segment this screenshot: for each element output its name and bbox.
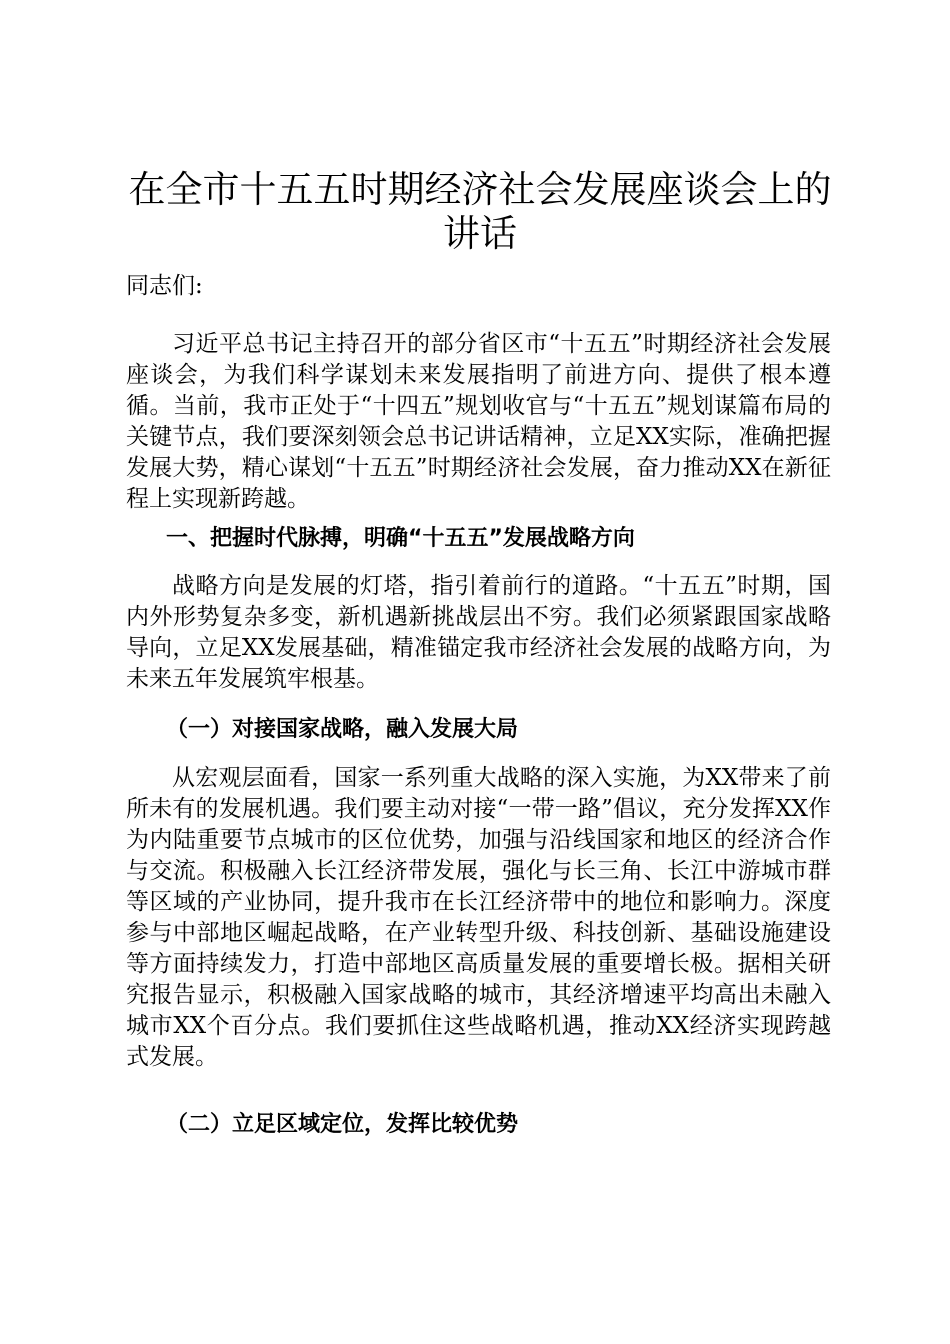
intro-paragraph: 习近平总书记主持召开的部分省区市“十五五”时期经济社会发展座谈会，为我们科学谋划未来发展指明了前进方向、提供了根本遵循。当前，我市正处于“十四五”规划收官与“十五五”规划谋篇布局的关键节点，我们要深刻领会总书记讲话精神，立足XX实际，准确把握发展大势，精心谋划“十五五”时期经济社会发展，奋力推动XX在新征程上实现新跨越。 <box>126 331 831 512</box>
subsection-2-heading: （二）立足区域定位，发挥比较优势 <box>166 1112 519 1137</box>
section-1-heading: 一、把握时代脉搏，明确“十五五”发展战略方向 <box>166 526 635 551</box>
subsection-1-heading: （一）对接国家战略，融入发展大局 <box>166 717 519 742</box>
salutation: 同志们: <box>126 273 203 299</box>
subsection-1-paragraph: 从宏观层面看，国家一系列重大战略的深入实施，为XX带来了前所未有的发展机遇。我们要主动对接“一带一路”倡议，充分发挥XX作为内陆重要节点城市的区位优势，加强与沿线国家和地区的经济合作与交流。积极融入长江经济带发展，强化与长三角、长江中游城市群等区域的产业协同，提升我市在长江经济带中的地位和影响力。深度参与中部地区崛起战略，在产业转型升级、科技创新、基础设施建设等方面持续发力，打造中部地区高质量发展的重要增长极。据相关研究报告显示，积极融入国家战略的城市，其经济增速平均高出未融入城市XX个百分点。我们要抓住这些战略机遇，推动XX经济实现跨越式发展。 <box>126 765 831 1070</box>
document-title: 在全市十五五时期经济社会发展座谈会上的讲话 <box>128 168 832 255</box>
section-1-paragraph: 战略方向是发展的灯塔，指引着前行的道路。“十五五”时期，国内外形势复杂多变，新机遇新挑战层出不穷。我们必须紧跟国家战略导向，立足XX发展基础，精准锚定我市经济社会发展的战略方向，为未来五年发展筑牢根基。 <box>126 573 831 692</box>
